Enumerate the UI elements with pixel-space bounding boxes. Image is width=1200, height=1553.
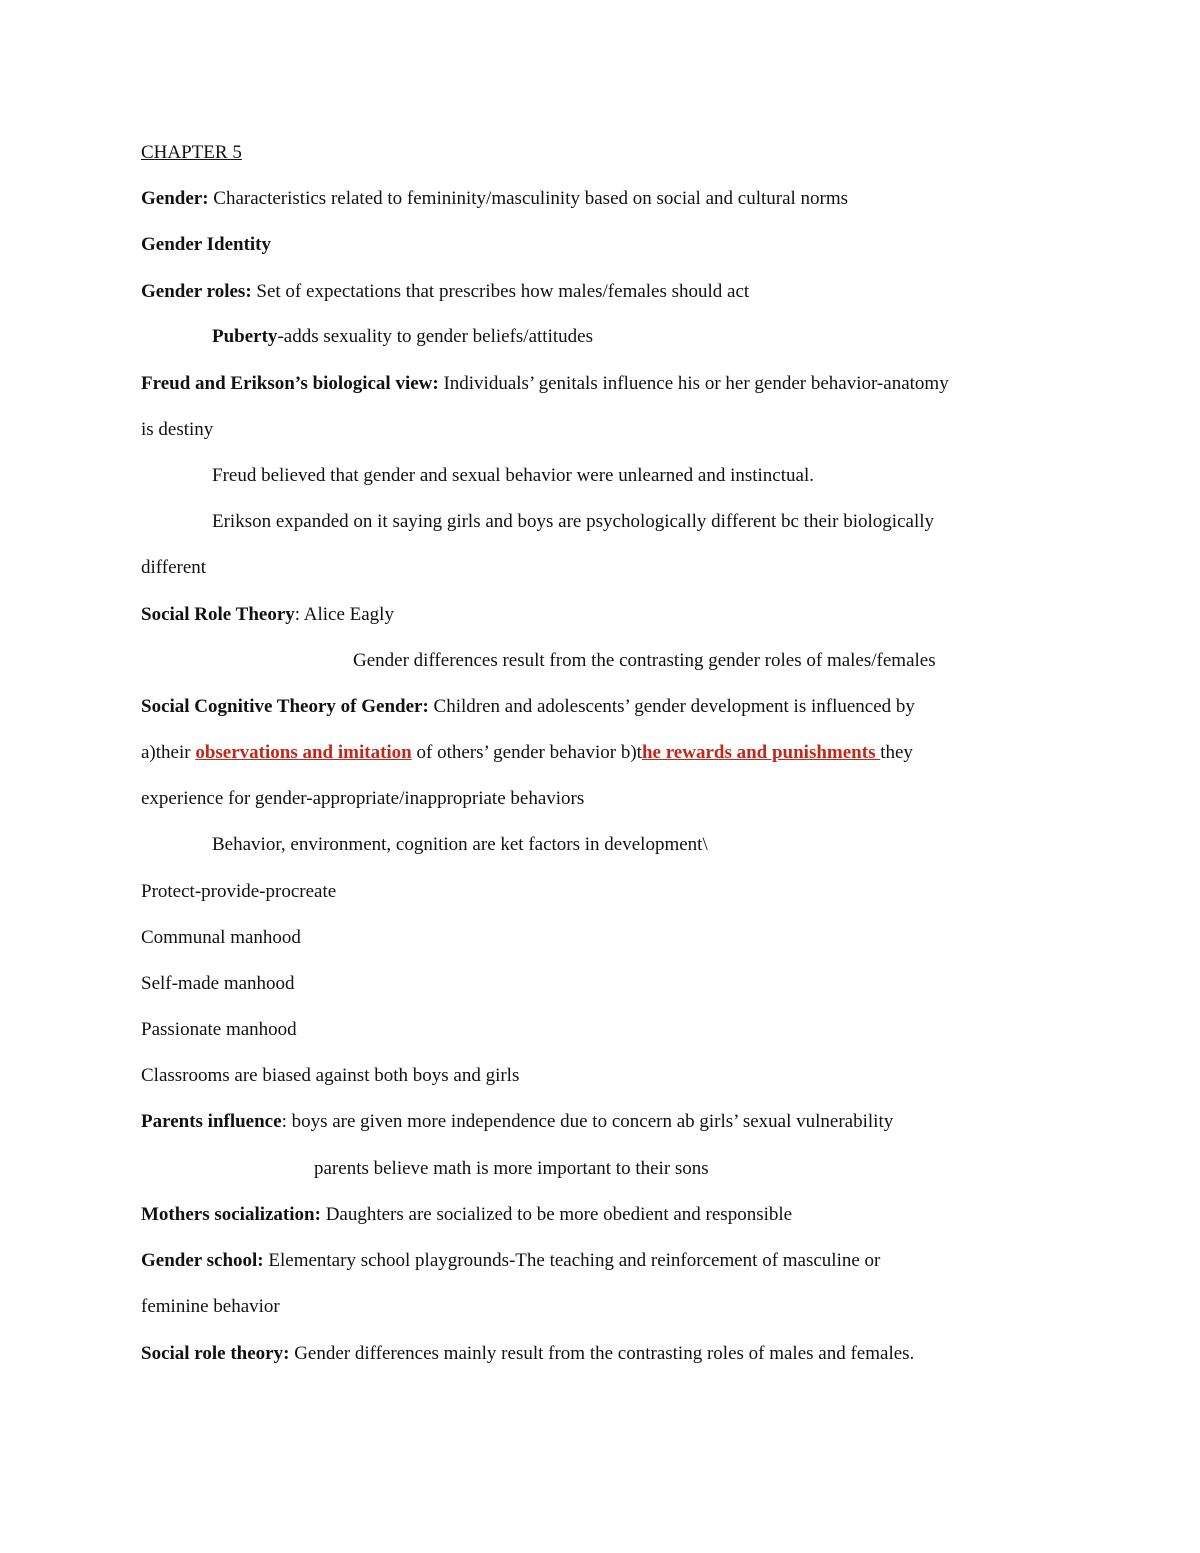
- chapter-heading: CHAPTER 5: [141, 142, 242, 163]
- social-role-theory-term: Social Role Theory: [141, 604, 295, 625]
- freud-erikson-continued: is destiny: [141, 419, 214, 440]
- parents-influence-text: : boys are given more independence due to concern ab girls’ sexual vulnerability: [281, 1111, 894, 1132]
- puberty-text: -adds sexuality to gender beliefs/attitudes: [277, 326, 593, 347]
- social-role-theory-definition: [141, 603, 394, 627]
- gender-text: Characteristics related to femininity/masculinity based on social and cultural norms: [208, 188, 849, 209]
- gender-term: Gender:: [141, 188, 209, 209]
- gender-definition: [141, 187, 848, 211]
- social-cognitive-line2: [141, 741, 913, 765]
- parents-influence-note: parents believe math is more important to their sons: [314, 1158, 709, 1179]
- erikson-note: Erikson expanded on it saying girls and boys are psychologically different bc their biologically: [212, 511, 934, 532]
- freud-note: Freud believed that gender and sexual behavior were unlearned and instinctual.: [212, 465, 814, 486]
- parents-influence-term: Parents influence: [141, 1111, 282, 1132]
- gender-school-continued: feminine behavior: [141, 1296, 280, 1317]
- list-item: Passionate manhood: [141, 1019, 297, 1040]
- list-item: Protect-provide-procreate: [141, 881, 337, 902]
- gender-school-text: Elementary school playgrounds-The teaching and reinforcement of masculine or: [263, 1250, 881, 1271]
- social-cognitive-line3: experience for gender-appropriate/inappropriate behaviors: [141, 788, 585, 809]
- gender-identity-term: Gender Identity: [141, 234, 272, 255]
- observations-highlight: observations and imitation: [195, 742, 412, 763]
- mothers-socialization-definition: [141, 1203, 792, 1227]
- gender-roles-term: Gender roles:: [141, 281, 252, 302]
- list-item: Self-made manhood: [141, 973, 295, 994]
- social-role-theory-2-term: Social role theory:: [141, 1343, 290, 1364]
- social-role-theory-2-text: Gender differences mainly result from the contrasting roles of males and females.: [289, 1343, 915, 1364]
- social-cognitive-note: Behavior, environment, cognition are ket factors in development\: [212, 834, 708, 855]
- parents-influence-definition: [141, 1110, 893, 1134]
- social-role-theory-text: : Alice Eagly: [294, 604, 394, 625]
- social-cognitive-term: Social Cognitive Theory of Gender:: [141, 696, 429, 717]
- list-item: Communal manhood: [141, 927, 301, 948]
- puberty-definition: [212, 325, 593, 349]
- social-cognitive-part1: a)their: [141, 742, 196, 763]
- mothers-socialization-text: Daughters are socialized to be more obedient and responsible: [320, 1204, 793, 1225]
- freud-erikson-definition: [141, 372, 949, 396]
- mothers-socialization-term: Mothers socialization:: [141, 1204, 321, 1225]
- social-role-theory-2-definition: [141, 1342, 914, 1366]
- social-role-theory-note: Gender differences result from the contrasting gender roles of males/females: [353, 650, 936, 671]
- list-item: Classrooms are biased against both boys and girls: [141, 1065, 520, 1086]
- gender-roles-definition: [141, 280, 749, 304]
- social-cognitive-part3: they: [880, 742, 913, 763]
- rewards-highlight: he rewards and punishments: [641, 742, 881, 763]
- puberty-term: Puberty: [212, 326, 278, 347]
- social-cognitive-text: Children and adolescents’ gender development is influenced by: [428, 696, 915, 717]
- social-cognitive-part2: of others’ gender behavior b)t: [411, 742, 642, 763]
- erikson-note-continued: different: [141, 557, 207, 578]
- freud-erikson-text: Individuals’ genitals influence his or her gender behavior-anatomy: [438, 373, 949, 394]
- freud-erikson-term: Freud and Erikson’s biological view:: [141, 373, 439, 394]
- gender-identity: [141, 233, 271, 257]
- social-cognitive-definition: [141, 695, 915, 719]
- gender-roles-text: Set of expectations that prescribes how males/females should act: [251, 281, 750, 302]
- gender-school-definition: [141, 1249, 880, 1273]
- gender-school-term: Gender school:: [141, 1250, 264, 1271]
